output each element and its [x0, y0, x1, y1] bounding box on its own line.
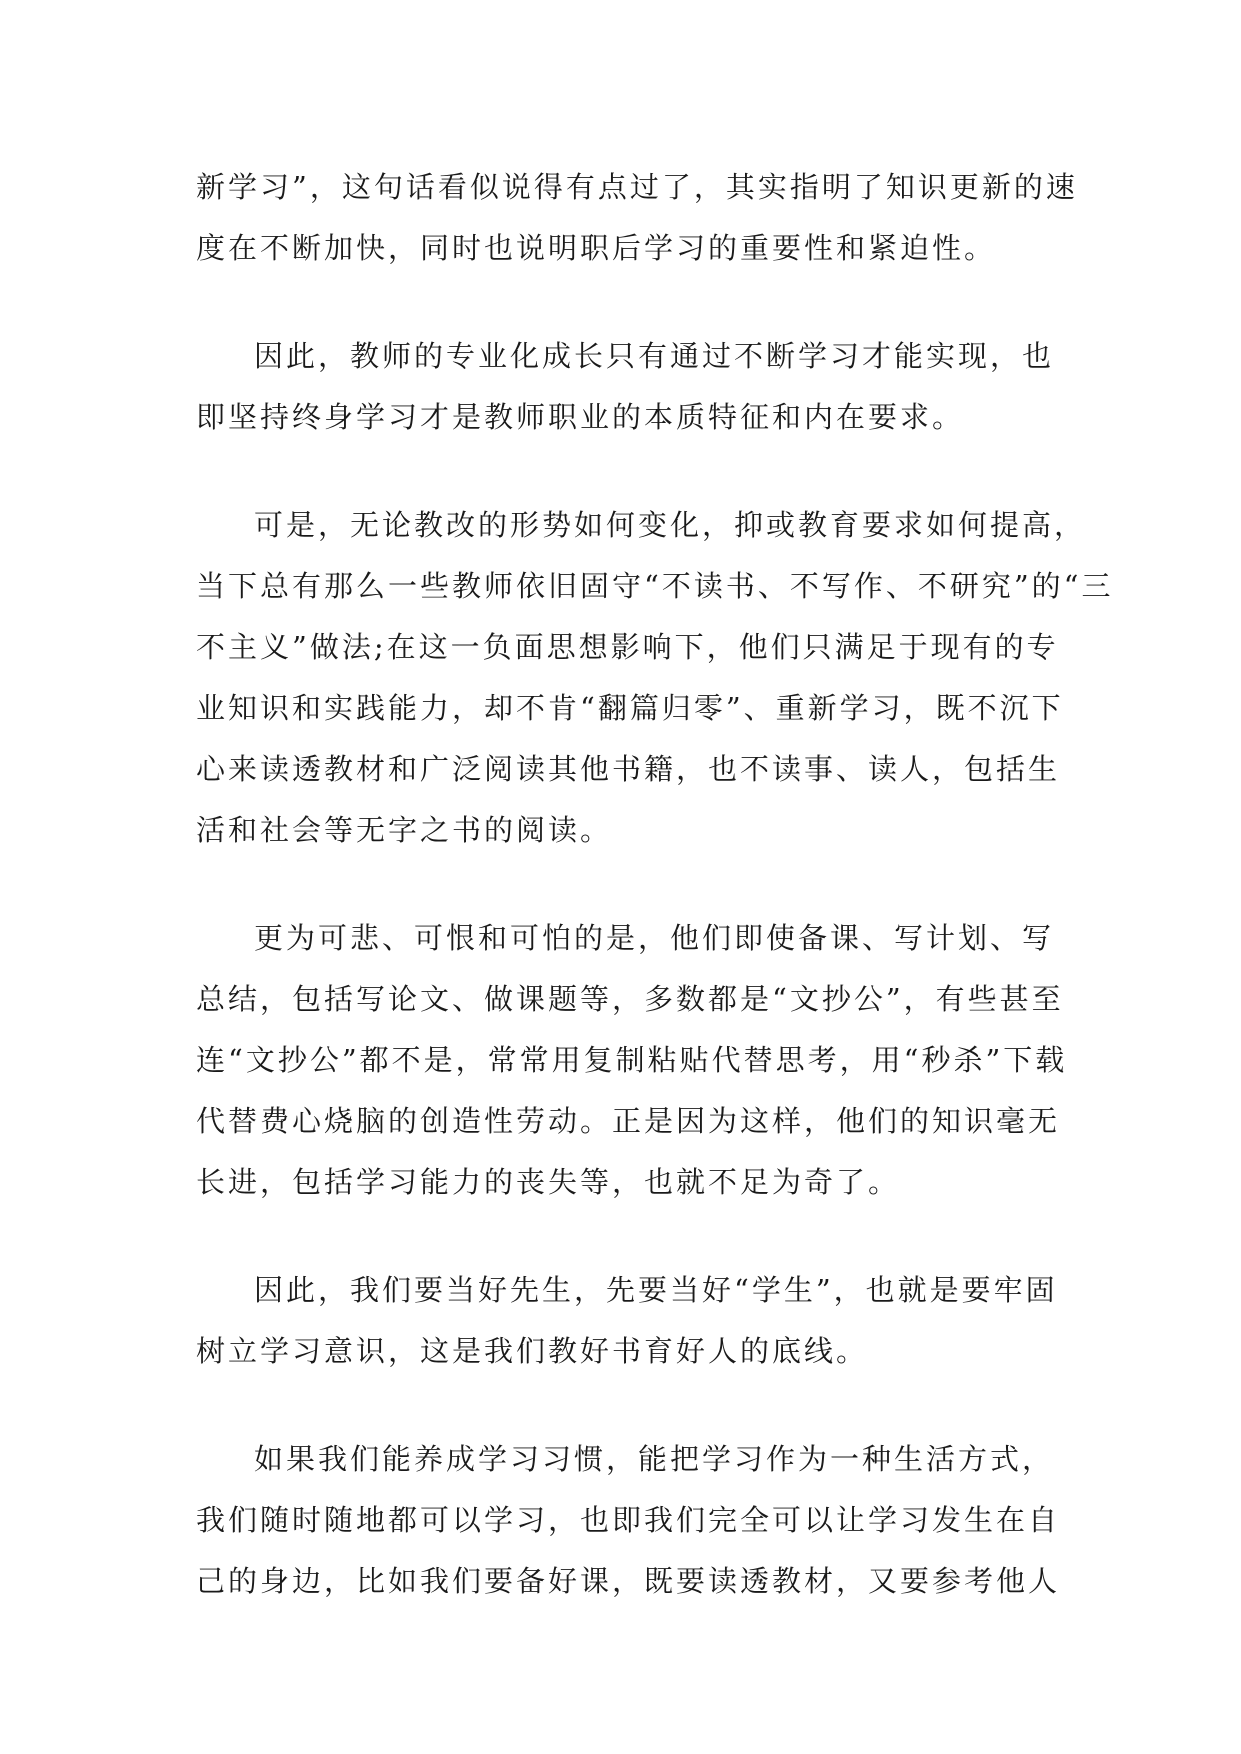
text-line: 可是，无论教改的形势如何变化，抑或教育要求如何提高，	[254, 508, 1087, 542]
text-line: 己的身边，比如我们要备好课，既要读透教材，又要参考他人	[196, 1564, 1061, 1598]
text-line: 我们随时随地都可以学习，也即我们完全可以让学习发生在自	[196, 1503, 1061, 1537]
text-line: 度在不断加快，同时也说明职后学习的重要性和紧迫性。	[196, 231, 997, 265]
document-body	[196, 157, 1114, 1612]
paragraph-5	[196, 1260, 1056, 1382]
text-line: 因此，我们要当好先生，先要当好“学生”，也就是要牢固	[254, 1273, 1058, 1307]
text-line: 代替费心烧脑的创造性劳动。正是因为这样，他们的知识毫无	[196, 1104, 1061, 1138]
text-line: 即坚持终身学习才是教师职业的本质特征和内在要求。	[196, 400, 965, 434]
text-line: 连“文抄公”都不是，常常用复制粘贴代替思考，用“秒杀”下载	[196, 1043, 1068, 1077]
text-line: 活和社会等无字之书的阅读。	[196, 813, 613, 847]
text-line: 业知识和实践能力，却不肯“翻篇归零”、重新学习，既不沉下	[196, 691, 1064, 725]
text-line: 如果我们能养成学习习惯，能把学习作为一种生活方式，	[254, 1442, 1055, 1476]
text-line: 不主义”做法;在这一负面思想影响下，他们只满足于现有的专	[196, 630, 1059, 664]
text-line: 总结，包括写论文、做课题等，多数都是“文抄公”，有些甚至	[196, 982, 1064, 1016]
paragraph-2	[196, 326, 1056, 448]
text-line: 长进，包括学习能力的丧失等，也就不足为奇了。	[196, 1165, 901, 1199]
text-line: 更为可悲、可恨和可怕的是，他们即使备课、写计划、写	[254, 921, 1055, 955]
paragraph-4	[196, 908, 1068, 1213]
paragraph-1	[196, 157, 1078, 279]
text-line: 新学习”，这句话看似说得有点过了，其实指明了知识更新的速	[196, 170, 1078, 204]
paragraph-6	[196, 1429, 1061, 1612]
text-line: 心来读透教材和广泛阅读其他书籍，也不读事、读人，包括生	[196, 752, 1061, 786]
paragraph-3	[196, 495, 1114, 861]
text-line: 因此，教师的专业化成长只有通过不断学习才能实现，也	[254, 339, 1055, 373]
text-line: 当下总有那么一些教师依旧固守“不读书、不写作、不研究”的“三	[196, 569, 1114, 603]
text-line: 树立学习意识，这是我们教好书育好人的底线。	[196, 1334, 869, 1368]
